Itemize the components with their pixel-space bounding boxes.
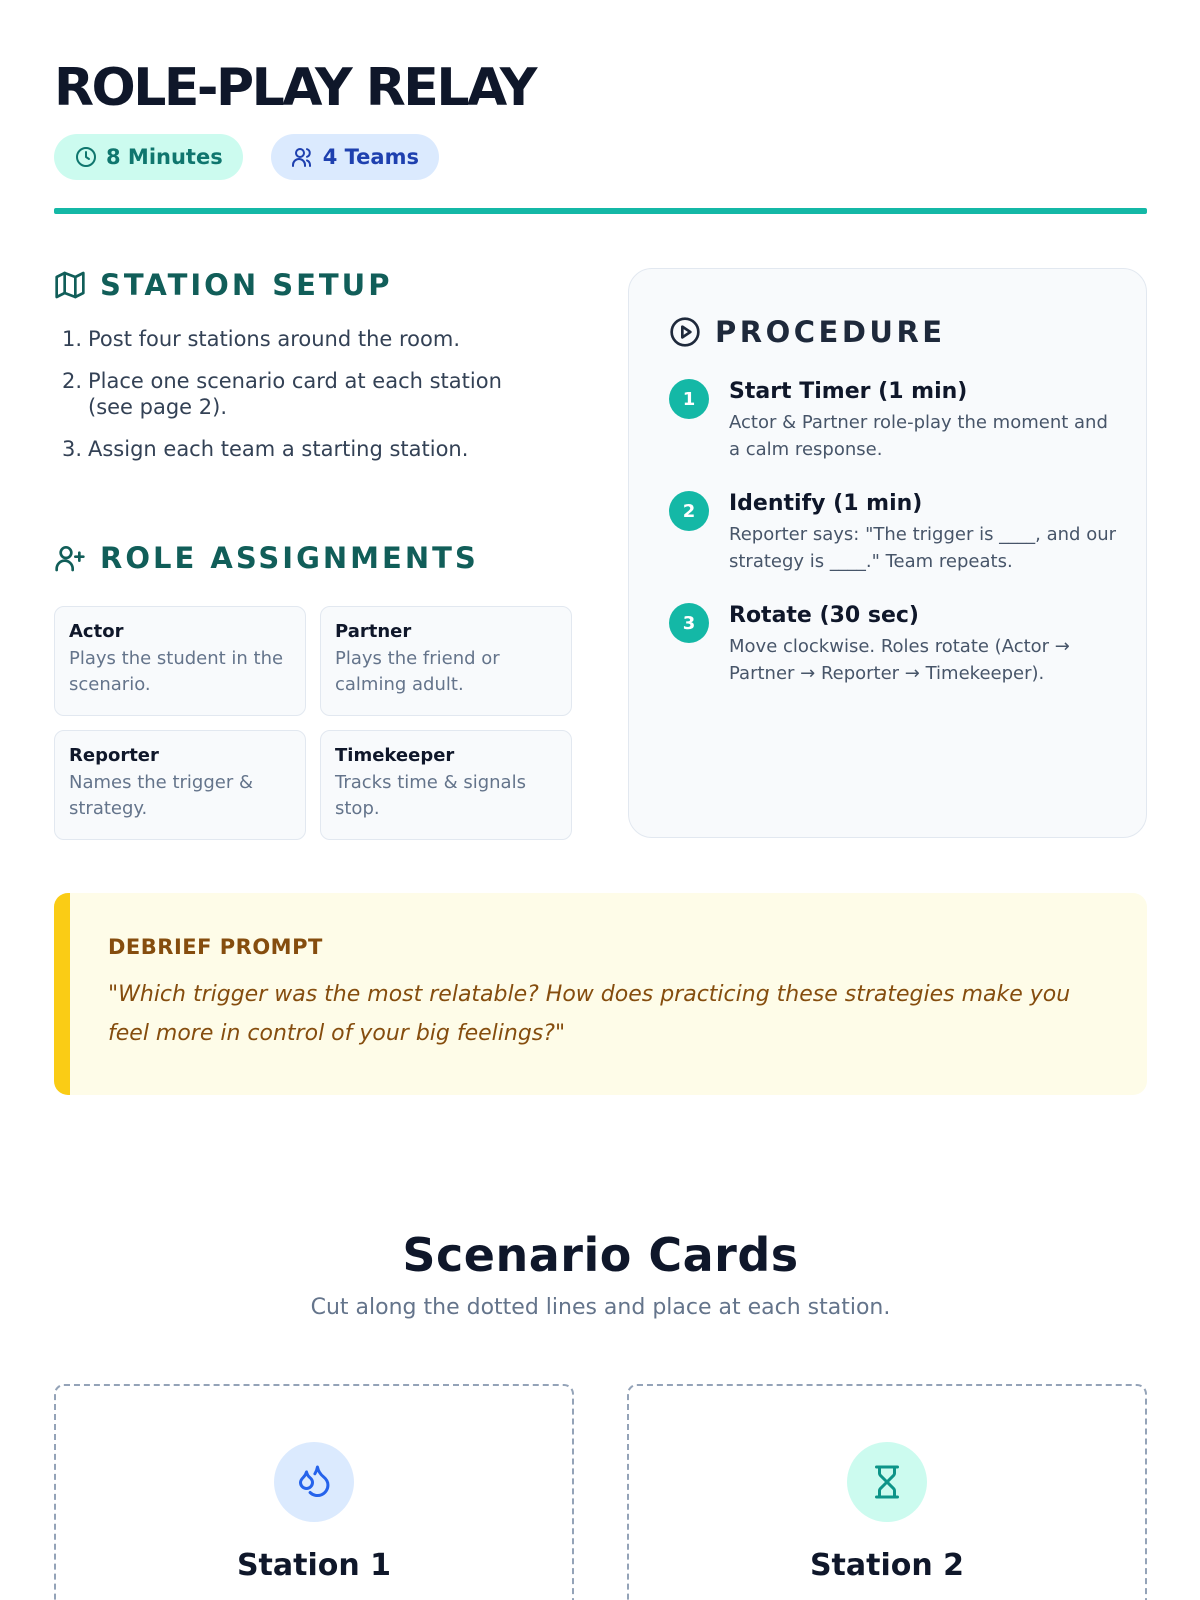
station-icon-badge [274, 1442, 354, 1522]
duration-text: 8 Minutes [106, 145, 223, 169]
station-step [62, 368, 552, 420]
role-card-actor [54, 606, 306, 716]
step-number: 3. [62, 437, 83, 461]
page-title: ROLE-PLAY RELAY [54, 58, 535, 118]
role-card-timekeeper [320, 730, 572, 840]
role-assignments-heading [54, 541, 479, 575]
step-title: Start Timer (1 min) [729, 379, 968, 404]
scenario-card-station-2 [627, 1384, 1147, 1600]
role-grid [54, 606, 574, 840]
role-name: Actor [69, 621, 124, 642]
step-badge: 3 [669, 603, 709, 643]
role-assignments-title: ROLE ASSIGNMENTS [100, 541, 479, 575]
procedure-step [669, 377, 1119, 463]
role-description: Plays the friend or calming adult. [335, 648, 500, 695]
step-title: Rotate (30 sec) [729, 603, 919, 628]
activity-page [54, 0, 1147, 1600]
step-description: Move clockwise. Roles rotate (Actor → Partner → Reporter → Timekeeper). [729, 636, 1070, 684]
callout-accent-bar [54, 893, 70, 1095]
procedure-step [669, 601, 1119, 687]
step-number: 2. [62, 369, 83, 393]
play-circle-icon [669, 316, 701, 348]
procedure-card [628, 268, 1147, 838]
role-description: Plays the student in the scenario. [69, 648, 284, 695]
station-setup-heading [54, 268, 392, 302]
role-name: Partner [335, 621, 412, 642]
station-label: Station 2 [809, 1548, 965, 1583]
step-description: Reporter says: "The trigger is ____, and our strategy is ____." Team repeats. [729, 524, 1117, 572]
station-label: Station 1 [236, 1548, 392, 1583]
header-divider [54, 208, 1147, 214]
role-description: Names the trigger & strategy. [69, 772, 254, 819]
procedure-title: PROCEDURE [715, 315, 946, 349]
station-steps [62, 326, 552, 478]
role-description: Tracks time & signals stop. [335, 772, 526, 819]
role-name: Timekeeper [335, 745, 455, 766]
procedure-heading [669, 315, 946, 349]
station-step [62, 436, 552, 462]
debrief-heading: DEBRIEF PROMPT [108, 935, 323, 959]
station-step [62, 326, 552, 352]
step-description: Actor & Partner role-play the moment and a calm response. [729, 412, 1108, 460]
teams-badge [271, 134, 439, 180]
step-badge: 1 [669, 379, 709, 419]
step-number: 1. [62, 327, 83, 351]
step-text: Post four stations around the room. [88, 327, 461, 351]
droplets-icon [296, 1464, 332, 1500]
hourglass-icon [869, 1464, 905, 1500]
role-name: Reporter [69, 745, 159, 766]
role-card-partner [320, 606, 572, 716]
step-text: Assign each team a starting station. [88, 437, 469, 461]
meta-pills [54, 134, 439, 180]
debrief-quote: "Which trigger was the most relatable? How does practicing these strategies make you feel more in control of your big feelings?" [108, 982, 1071, 1046]
users-icon [291, 145, 315, 169]
station-setup-title: STATION SETUP [100, 268, 393, 302]
step-text: Place one scenario card at each station (see page 2). [88, 369, 502, 419]
procedure-step [669, 489, 1119, 575]
role-card-reporter [54, 730, 306, 840]
scenario-card-station-1 [54, 1384, 574, 1600]
teams-text: 4 Teams [322, 145, 419, 169]
station-icon-badge [847, 1442, 927, 1522]
scenario-cards-subtitle: Cut along the dotted lines and place at each station. [310, 1295, 891, 1320]
scenario-cards-title: Scenario Cards [402, 1228, 799, 1282]
duration-badge [54, 134, 243, 180]
user-plus-icon [54, 542, 86, 574]
step-title: Identify (1 min) [729, 491, 923, 516]
debrief-callout [54, 893, 1147, 1095]
step-badge: 2 [669, 491, 709, 531]
clock-icon [74, 145, 98, 169]
map-icon [54, 269, 86, 301]
